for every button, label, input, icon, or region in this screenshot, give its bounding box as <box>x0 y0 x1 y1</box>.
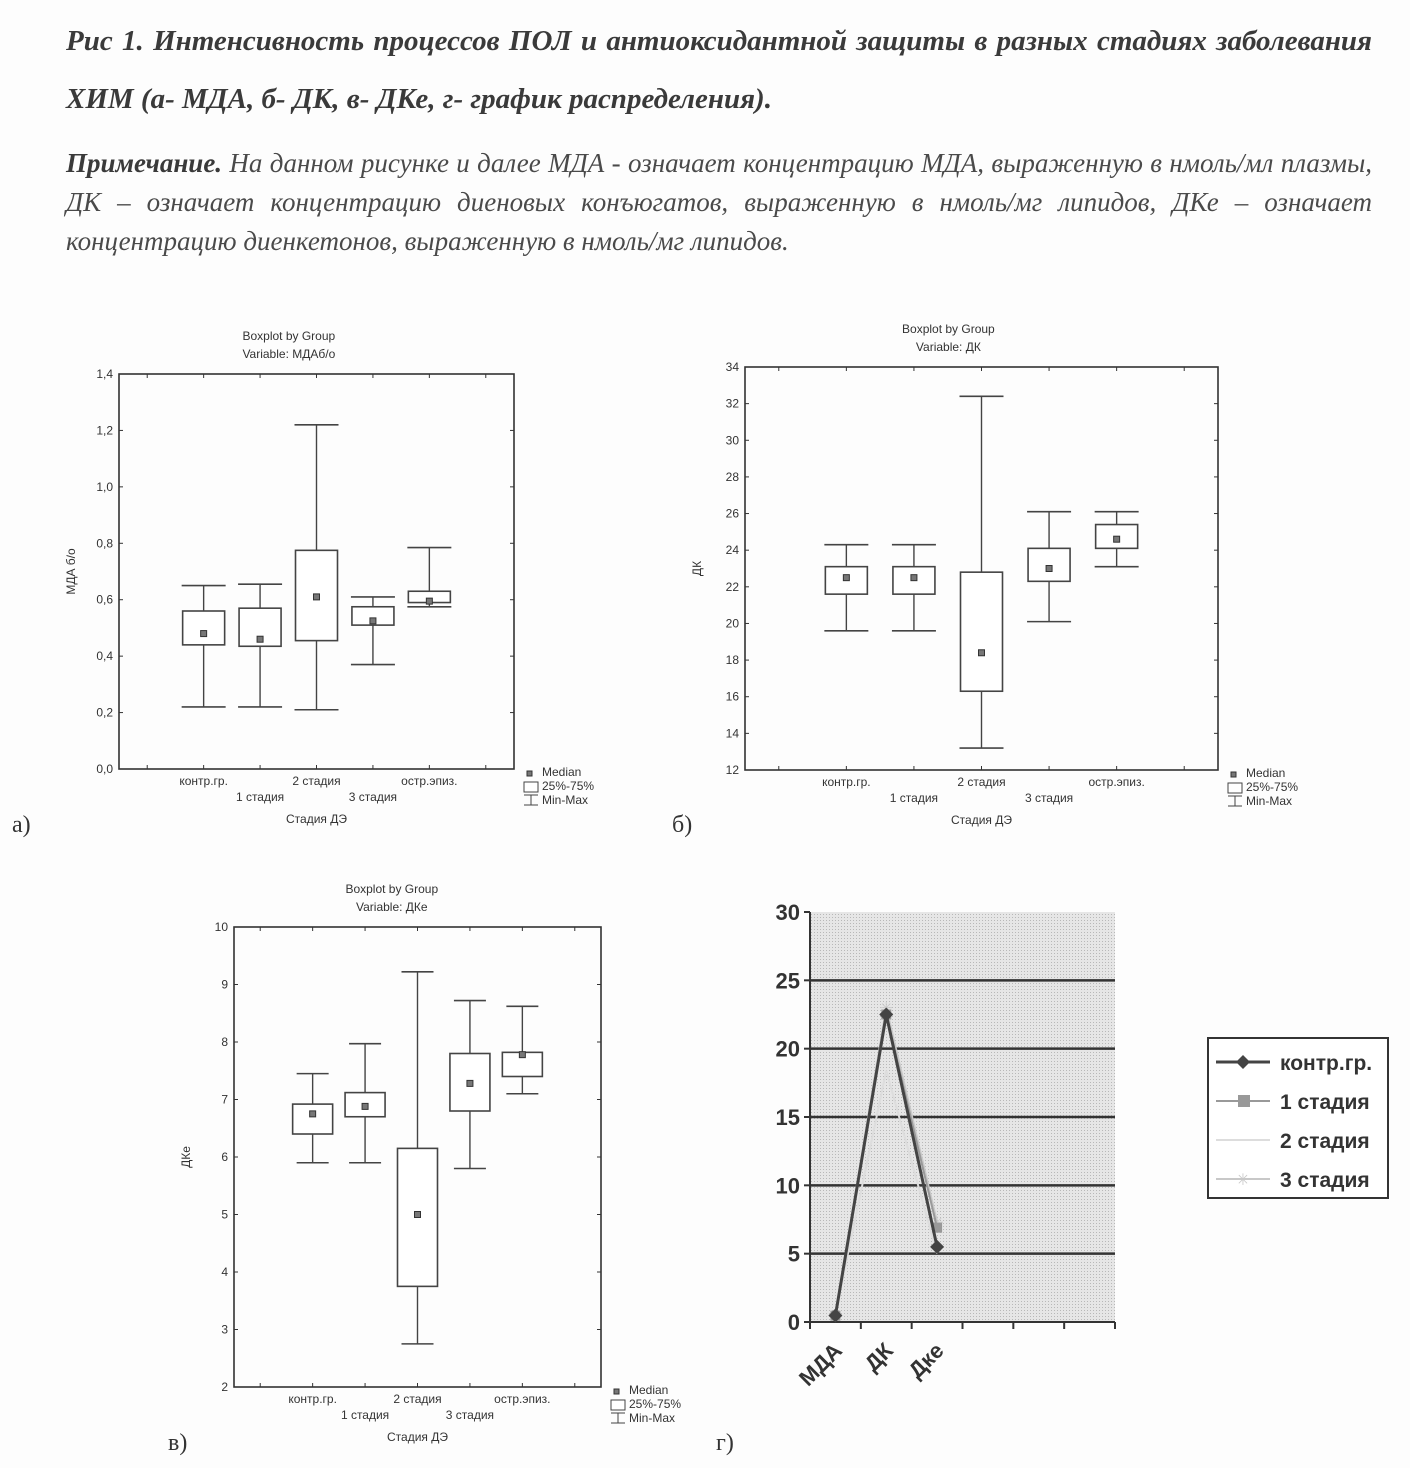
legend-iqr-marker <box>611 1400 625 1410</box>
chart-subtitle: Variable: ДК <box>916 340 981 354</box>
median-marker <box>979 650 985 656</box>
median-marker <box>519 1052 525 1058</box>
y-tick-label: 12 <box>726 763 740 777</box>
y-tick-label: 3 <box>221 1323 228 1337</box>
legend-median-marker <box>614 1389 619 1394</box>
y-tick-label: 34 <box>726 360 740 374</box>
boxplot-dke <box>160 880 720 1450</box>
y-tick-label: 1,0 <box>96 480 113 494</box>
y-tick-label: 24 <box>726 543 740 557</box>
x-category-label: остр.эпиз. <box>1088 775 1144 789</box>
legend-label: 1 стадия <box>1280 1091 1370 1114</box>
legend-iqr-marker <box>1228 783 1242 793</box>
y-tick-label: 15 <box>776 1105 800 1130</box>
x-category-label: 1 стадия <box>236 790 284 804</box>
box-group-0 <box>182 586 226 707</box>
legend-median-label: Median <box>1246 766 1285 780</box>
y-tick-label: 20 <box>726 616 740 630</box>
x-category-label: МДА <box>794 1338 847 1391</box>
median-marker <box>201 631 207 637</box>
y-tick-label: 10 <box>215 920 229 934</box>
box-group-0 <box>824 545 868 631</box>
y-tick-label: 1,2 <box>96 423 113 437</box>
y-tick-label: 30 <box>776 900 800 925</box>
y-tick-label: 0,0 <box>96 762 113 776</box>
iqr-box <box>183 611 225 645</box>
y-axis-label: МДА б/о <box>64 548 78 595</box>
panel-label-d: г) <box>716 1430 734 1457</box>
iqr-box <box>293 1104 333 1134</box>
y-tick-label: 9 <box>221 978 228 992</box>
y-tick-label: 0,8 <box>96 536 113 550</box>
box-group-3 <box>351 597 395 665</box>
x-category-label: 3 стадия <box>446 1408 494 1422</box>
legend-median-label: Median <box>629 1383 668 1397</box>
y-tick-label: 26 <box>726 507 740 521</box>
y-tick-label: 10 <box>776 1173 800 1198</box>
x-category-label: остр.эпиз. <box>494 1392 550 1406</box>
figure-caption: Рис 1. Интенсивность процессов ПОЛ и антиоксидантной защиты в разных стадиях заболевания ХИМ (а- МДА, б- ДК, в- ДКе, г- график распределения). <box>66 12 1372 128</box>
median-marker <box>310 1111 316 1117</box>
y-tick-label: 0,6 <box>96 593 113 607</box>
legend-label: 2 стадия <box>1280 1130 1370 1153</box>
x-axis-label: Стадия ДЭ <box>387 1430 448 1444</box>
x-category-label: остр.эпиз. <box>401 774 457 788</box>
y-axis-label: ДК <box>690 561 704 576</box>
x-category-label: 3 стадия <box>1025 791 1073 805</box>
box-group-2 <box>295 425 339 710</box>
y-tick-label: 14 <box>726 726 740 740</box>
x-axis-label: Стадия ДЭ <box>286 812 347 826</box>
y-tick-label: 25 <box>776 968 800 993</box>
box-group-4 <box>407 548 451 607</box>
panel-label-a: а) <box>12 812 31 839</box>
legend-median-label: Median <box>542 765 581 779</box>
chart-subtitle: Variable: ДКе <box>356 900 428 914</box>
note-text: На данном рисунке и далее МДА - означает концентрацию МДА, выраженную в нмоль/мл плазмы, ДК – означает концентрацию диеновых конъюгатов, выраженную в нмоль/мг липидов, ДКе – означает концентрацию диенкетонов, выраженную в нмоль/мг липидов. <box>66 148 1372 256</box>
box-group-0 <box>293 1074 333 1163</box>
box-group-1 <box>892 545 936 631</box>
legend-label: 3 стадия <box>1280 1169 1370 1192</box>
box-group-2 <box>398 972 438 1344</box>
y-tick-label: 18 <box>726 653 740 667</box>
median-marker <box>257 636 263 642</box>
y-tick-label: 8 <box>221 1035 228 1049</box>
x-category-label: ДК <box>860 1337 899 1376</box>
y-tick-label: 7 <box>221 1093 228 1107</box>
y-tick-label: 20 <box>776 1037 800 1062</box>
box-group-1 <box>345 1044 385 1163</box>
chart-subtitle: Variable: МДАб/о <box>242 347 335 361</box>
iqr-box <box>1028 548 1070 581</box>
y-tick-label: 6 <box>221 1150 228 1164</box>
box-group-3 <box>450 1001 490 1169</box>
iqr-box <box>961 572 1003 691</box>
legend-marker: ✳ <box>1236 1172 1249 1189</box>
note-label: Примечание. <box>66 148 222 178</box>
median-marker <box>426 598 432 604</box>
panel-label-c: в) <box>168 1430 187 1457</box>
median-marker <box>362 1103 368 1109</box>
legend-minmax-label: Min-Max <box>1246 794 1292 808</box>
median-marker <box>1046 566 1052 572</box>
x-category-label: Дке <box>903 1338 948 1383</box>
chart-title: Boxplot by Group <box>345 882 438 896</box>
legend-marker <box>1238 1095 1250 1107</box>
x-category-label: контр.гр. <box>179 774 228 788</box>
median-marker <box>415 1212 421 1218</box>
box-group-1 <box>238 584 282 707</box>
legend-iqr-marker <box>524 782 538 792</box>
legend-minmax-label: Min-Max <box>542 793 588 807</box>
y-tick-label: 0 <box>788 1310 800 1335</box>
median-marker <box>911 575 917 581</box>
boxplot-dk <box>700 310 1360 820</box>
panel-label-b: б) <box>672 812 692 839</box>
chart-title: Boxplot by Group <box>902 322 995 336</box>
legend-iqr-label: 25%-75% <box>1246 780 1298 794</box>
y-tick-label: 0,4 <box>96 649 113 663</box>
legend-iqr-label: 25%-75% <box>629 1397 681 1411</box>
legend-median-marker <box>1231 772 1236 777</box>
box-group-4 <box>1095 512 1139 567</box>
y-tick-label: 16 <box>726 690 740 704</box>
median-marker <box>314 594 320 600</box>
box-group-2 <box>960 396 1004 748</box>
box-group-4 <box>502 1006 542 1093</box>
y-tick-label: 2 <box>221 1380 228 1394</box>
figure-note <box>66 144 1372 261</box>
y-axis-label: ДКе <box>179 1146 193 1168</box>
x-axis-label: Стадия ДЭ <box>951 813 1012 827</box>
median-marker <box>370 618 376 624</box>
y-tick-label: 4 <box>221 1265 228 1279</box>
x-category-label: 2 стадия <box>957 775 1005 789</box>
y-tick-label: 32 <box>726 397 740 411</box>
x-category-label: 2 стадия <box>393 1392 441 1406</box>
legend-label: контр.гр. <box>1280 1052 1372 1075</box>
legend-median-marker <box>527 771 532 776</box>
y-tick-label: 30 <box>726 433 740 447</box>
line-chart-distribution <box>760 890 1410 1430</box>
y-tick-label: 0,2 <box>96 706 113 720</box>
x-category-label: 2 стадия <box>292 774 340 788</box>
boxplot-mda <box>40 320 660 820</box>
x-category-label: 1 стадия <box>890 791 938 805</box>
median-marker <box>843 575 849 581</box>
x-category-label: контр.гр. <box>822 775 871 789</box>
y-tick-label: 28 <box>726 470 740 484</box>
legend-minmax-label: Min-Max <box>629 1411 675 1425</box>
legend-iqr-label: 25%-75% <box>542 779 594 793</box>
x-category-label: контр.гр. <box>288 1392 337 1406</box>
median-marker <box>1114 536 1120 542</box>
y-tick-label: 1,4 <box>96 367 113 381</box>
y-tick-label: 5 <box>221 1208 228 1222</box>
y-tick-label: 5 <box>788 1242 800 1267</box>
chart-title: Boxplot by Group <box>242 329 335 343</box>
y-tick-label: 22 <box>726 580 740 594</box>
x-category-label: 3 стадия <box>349 790 397 804</box>
x-category-label: 1 стадия <box>341 1408 389 1422</box>
median-marker <box>467 1080 473 1086</box>
box-group-3 <box>1027 512 1071 622</box>
